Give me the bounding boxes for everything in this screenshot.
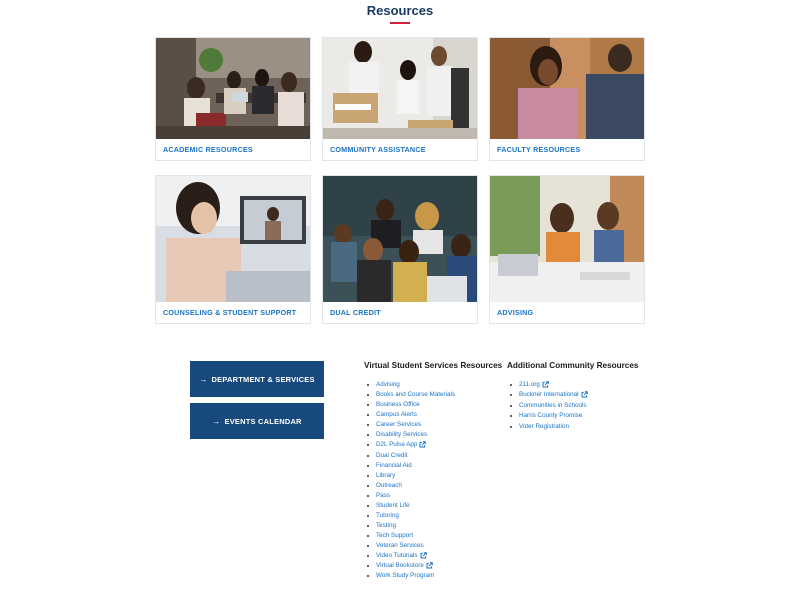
volunteers-donations-photo bbox=[323, 38, 477, 139]
list-item[interactable] bbox=[510, 380, 588, 390]
list-item-link[interactable]: 211.org bbox=[519, 381, 540, 388]
list-item[interactable] bbox=[367, 420, 455, 430]
card-label: COUNSELING & STUDENT SUPPORT bbox=[163, 308, 297, 317]
list-item-link[interactable]: Tutoring bbox=[376, 512, 399, 520]
virtual-services-heading: Virtual Student Services Resources bbox=[364, 361, 503, 370]
list-item-link[interactable]: Voter Registration bbox=[519, 422, 570, 430]
list-item-link[interactable]: D2L Pulse App bbox=[376, 441, 418, 449]
external-link-icon bbox=[581, 391, 588, 398]
video-call-counseling-photo bbox=[156, 176, 310, 302]
list-item-link[interactable]: Career Services bbox=[376, 421, 422, 429]
list-item-link[interactable]: Advising bbox=[376, 381, 400, 388]
list-item[interactable] bbox=[367, 461, 455, 471]
card-label: FACULTY RESOURCES bbox=[497, 145, 581, 154]
arrow-right-icon: → bbox=[199, 374, 208, 384]
list-item[interactable] bbox=[367, 440, 455, 450]
list-item[interactable] bbox=[367, 390, 455, 400]
list-item[interactable] bbox=[367, 531, 455, 541]
title-underline bbox=[390, 22, 410, 24]
list-item[interactable] bbox=[510, 390, 588, 400]
list-item-link[interactable]: Virtual Bookstore bbox=[376, 562, 424, 570]
list-item-link[interactable]: Communities in Schools bbox=[519, 401, 587, 409]
list-item[interactable] bbox=[367, 511, 455, 521]
card-label: ACADEMIC RESOURCES bbox=[163, 145, 253, 154]
community-resources-heading: Additional Community Resources bbox=[507, 361, 639, 370]
faculty-meeting-photo bbox=[490, 38, 644, 139]
list-item-link[interactable]: Campus Alerts bbox=[376, 411, 417, 419]
list-item-link[interactable]: Books and Course Materials bbox=[376, 391, 456, 399]
button-label: EVENTS CALENDAR bbox=[224, 416, 302, 426]
list-item-link[interactable]: Harris County Promise bbox=[519, 412, 583, 420]
list-item[interactable] bbox=[367, 400, 455, 410]
list-item[interactable] bbox=[367, 541, 455, 551]
card-advising[interactable] bbox=[489, 175, 645, 324]
card-academic-resources[interactable] bbox=[155, 37, 311, 161]
list-item-link[interactable]: Video Tutorials bbox=[376, 552, 418, 560]
list-item[interactable] bbox=[367, 481, 455, 491]
list-item[interactable] bbox=[367, 380, 455, 390]
external-link-icon bbox=[542, 381, 549, 388]
list-item-link[interactable]: Outreach bbox=[376, 481, 402, 489]
list-item[interactable] bbox=[367, 451, 455, 461]
list-item[interactable] bbox=[367, 430, 455, 440]
department-services-button[interactable] bbox=[190, 361, 324, 397]
list-item-link[interactable]: Tech Support bbox=[376, 532, 414, 540]
list-item[interactable] bbox=[367, 471, 455, 481]
arrow-right-icon: → bbox=[212, 416, 221, 426]
list-item[interactable] bbox=[367, 491, 455, 501]
list-item-link[interactable]: Testing bbox=[376, 522, 396, 530]
card-label: ADVISING bbox=[497, 308, 534, 317]
list-item-link[interactable]: Disability Services bbox=[376, 431, 428, 439]
list-item-link[interactable]: Work Study Program bbox=[376, 572, 435, 580]
list-item-link[interactable]: Business Office bbox=[376, 401, 420, 409]
students-studying-photo bbox=[156, 38, 310, 139]
list-item[interactable] bbox=[510, 401, 588, 411]
external-link-icon bbox=[419, 441, 426, 448]
advising-session-photo bbox=[490, 176, 644, 302]
list-item[interactable] bbox=[510, 411, 588, 421]
card-counseling-student-support[interactable] bbox=[155, 175, 311, 324]
list-item[interactable] bbox=[367, 410, 455, 420]
card-label: COMMUNITY ASSISTANCE bbox=[330, 145, 426, 154]
list-item[interactable] bbox=[367, 551, 455, 561]
external-link-icon bbox=[426, 562, 433, 569]
list-item-link[interactable]: Pass bbox=[376, 491, 390, 499]
list-item-link[interactable]: Veteran Services bbox=[376, 542, 424, 550]
group-laptop-classroom-photo bbox=[323, 176, 477, 302]
external-link-icon bbox=[420, 552, 427, 559]
card-dual-credit[interactable] bbox=[322, 175, 478, 324]
community-resources-list bbox=[510, 380, 588, 432]
list-item[interactable] bbox=[367, 501, 455, 511]
list-item[interactable] bbox=[367, 561, 455, 571]
card-faculty-resources[interactable] bbox=[489, 37, 645, 161]
card-label: DUAL CREDIT bbox=[330, 308, 381, 317]
list-item[interactable] bbox=[367, 571, 455, 581]
list-item-link[interactable]: Dual Credit bbox=[376, 451, 408, 459]
list-item-link[interactable]: Student Life bbox=[376, 501, 410, 509]
page-title: Resources bbox=[366, 3, 434, 18]
list-item-link[interactable]: Financial Aid bbox=[376, 461, 412, 469]
list-item[interactable] bbox=[367, 521, 455, 531]
events-calendar-button[interactable] bbox=[190, 403, 324, 439]
list-item-link[interactable]: Library bbox=[376, 471, 396, 479]
list-item-link[interactable]: Buckner International bbox=[519, 391, 579, 399]
button-label: DEPARTMENT & SERVICES bbox=[211, 374, 315, 384]
card-community-assistance[interactable] bbox=[322, 37, 478, 161]
list-item[interactable] bbox=[510, 422, 588, 432]
virtual-services-list bbox=[367, 380, 455, 582]
